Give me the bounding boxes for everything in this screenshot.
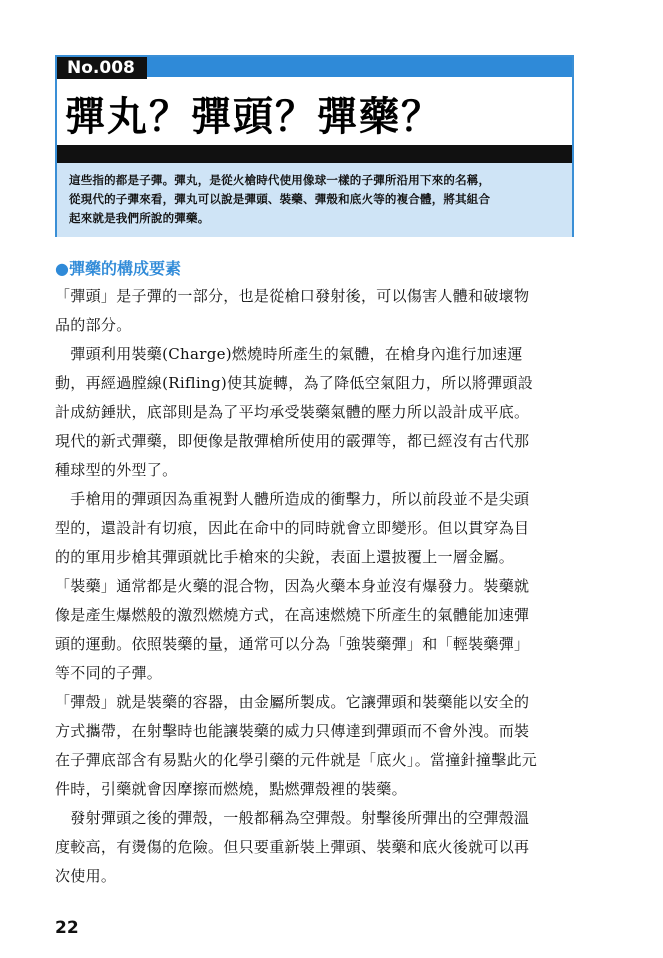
body-line: 方式攜帶，在射擊時也能讓裝藥的威力只傳達到彈頭而不會外洩。而裝	[55, 722, 530, 740]
body-line: 發射彈頭之後的彈殼，一般都稱為空彈殼。射擊後所彈出的空彈殼溫	[55, 809, 530, 827]
body-line: 品的部分。	[55, 316, 132, 334]
body-line: 種球型的外型了。	[55, 461, 178, 479]
body-line: 像是產生爆燃般的激烈燃燒方式，在高速燃燒下所產生的氣體能加速彈	[55, 606, 530, 624]
body-line: 型的，還設計有切痕，因此在命中的同時就會立即變形。但以貫穿為目	[55, 519, 530, 537]
summary-line: 起來就是我們所說的彈藥。	[69, 211, 210, 225]
body-line: 「彈殼」就是裝藥的容器，由金屬所製成。它讓彈頭和裝藥能以安全的	[55, 693, 530, 711]
body-text	[55, 282, 585, 891]
body-line: 「彈頭」是子彈的一部分，也是從槍口發射後，可以傷害人體和破壞物	[55, 287, 530, 305]
page-number: 22	[55, 918, 79, 938]
body-line: 計成紡錘狀，底部則是為了平均承受裝藥氣體的壓力所以設計成平底。	[55, 403, 530, 421]
body-line: 等不同的子彈。	[55, 664, 163, 682]
body-line: 動，再經過膛線(Rifling)使其旋轉，為了降低空氣阻力，所以將彈頭設	[55, 374, 534, 392]
summary-line: 這些指的都是子彈。彈丸，是從火槍時代使用像球一樣的子彈所沿用下來的名稱，	[69, 173, 491, 187]
page-title: 彈丸？彈頭？彈藥？	[65, 94, 443, 140]
body-line: 件時，引藥就會因摩擦而燃燒，點燃彈殼裡的裝藥。	[55, 780, 407, 798]
summary-line: 從現代的子彈來看，彈丸可以說是彈頭、裝藥、彈殼和底火等的複合體，將其組合	[69, 192, 491, 206]
body-line: 現代的新式彈藥，即便像是散彈槍所使用的霰彈等，都已經沒有古代那	[55, 432, 530, 450]
body-line: 手槍用的彈頭因為重視對人體所造成的衝擊力，所以前段並不是尖頭	[55, 490, 530, 508]
header-box	[55, 55, 574, 237]
summary-box	[57, 163, 572, 237]
body-line: 在子彈底部含有易點火的化學引藥的元件就是「底火」。當撞針撞擊此元	[55, 751, 538, 769]
header-black-bar	[57, 145, 572, 163]
body-line: 「裝藥」通常都是火藥的混合物，因為火藥本身並沒有爆發力。裝藥就	[55, 577, 530, 595]
body-line: 次使用。	[55, 867, 117, 885]
entry-number-label: No.008	[57, 57, 147, 79]
body-line: 度較高，有燙傷的危險。但只要重新裝上彈頭、裝藥和底火後就可以再	[55, 838, 530, 856]
body-line: 頭的運動。依照裝藥的量，通常可以分為「強裝藥彈」和「輕裝藥彈」	[55, 635, 530, 653]
body-line: 的的軍用步槍其彈頭就比手槍來的尖銳，表面上還披覆上一層金屬。	[55, 548, 515, 566]
section-heading: ●彈藥的構成要素	[55, 259, 181, 278]
body-line: 彈頭利用裝藥(Charge)燃燒時所產生的氣體，在槍身內進行加速運	[55, 345, 523, 363]
